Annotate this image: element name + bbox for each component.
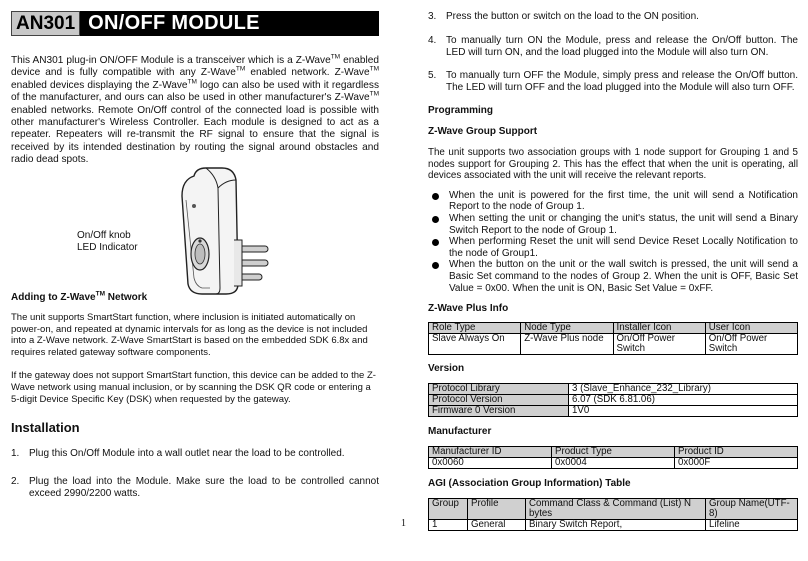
install-step: 5. To manually turn OFF the Module, simply press and release the On/Off button. The LED will turn OFF and the load plugged into the Module will also turn OFF. — [428, 69, 798, 94]
install-step: 2. Plug the load into the Module. Make sure the load to be controlled cannot exceed 2990/2200 watts. — [11, 475, 379, 500]
table-row: Protocol Version 6.07 (SDK 6.81.06) — [429, 395, 798, 406]
table-row: Firmware 0 Version 1V0 — [429, 406, 798, 417]
install-step: 4. To manually turn ON the Module, press and release the On/Off button. The LED will turn ON, and the load plugged into the Module will also turn ON. — [428, 34, 798, 59]
version-heading: Version — [428, 363, 465, 375]
adding-section — [11, 292, 379, 405]
zwave-plus-table: Role Type Node Type Installer Icon User Icon Slave Always On Z-Wave Plus node On/Off Power Switch On/Off Power Switch — [428, 322, 798, 355]
group-bullets — [428, 190, 798, 294]
manual-inclusion-paragraph: If the gateway does not support SmartStart function, this device can be added to the Z-Wave network using manual inclusion, or by scanning the DSK QR code or entering a 5-digit Device Specific Key (DSK) when requested by the gateway. — [11, 370, 376, 405]
manufacturer-table: Manufacturer ID Product Type Product ID 0x0060 0x0004 0x000F — [428, 446, 798, 469]
figure-label-knob: On/Off knob — [77, 230, 131, 241]
zwave-plus-heading: Z-Wave Plus Info — [428, 303, 509, 315]
list-item: When setting the unit or changing the unit's status, the unit will send a Binary Switch Report to the node of Group 1. — [428, 213, 798, 236]
table-row: 0x0060 0x0004 0x000F — [429, 458, 798, 469]
agi-heading: AGI (Association Group Information) Table — [428, 478, 631, 490]
table-row: 1 General Binary Switch Report, Lifeline — [429, 520, 798, 531]
manufacturer-heading: Manufacturer — [428, 426, 492, 438]
list-item: When the unit is powered for the first time, the unit will send a Notification Report to the node of Group 1. — [428, 190, 798, 213]
plug-module-illustration — [176, 166, 286, 298]
install-step: 3. Press the button or switch on the load to the ON position. — [428, 11, 699, 22]
right-column — [428, 11, 798, 531]
figure-label-led: LED Indicator — [77, 242, 138, 253]
installation-heading: Installation — [11, 420, 80, 435]
installation-section — [11, 420, 379, 501]
list-item: When performing Reset the unit will send Device Reset Locally Notification to the node of Group1. — [428, 236, 798, 259]
intro-paragraph: This AN301 plug-in ON/OFF Module is a transceiver which is a Z-Wave™ enabled device and is fully compatible with any Z-Wave™ enabled network. Z-Wave™ enabled devices displaying the Z-Wave™ logo can also be used with it regardless of the manufacturer, and ours can also be used in other manufacturer's Z-Wave™ enabled networks. Remote On/Off control of the connected load is possible with other manufacturer's Wireless Controller. Each module is designed to act as a repeater. Repeaters will re-transmit the RF signal to ensure that the signal is received by its intended destination by routing the signal around obstacles and radio dead spots. — [11, 53, 380, 166]
title-bar — [11, 11, 379, 36]
install-step: 1. Plug this On/Off Module into a wall outlet near the load to be controlled. — [11, 448, 345, 459]
product-figure — [11, 160, 379, 300]
page-title: ON/OFF MODULE — [80, 11, 379, 36]
model-badge: AN301 — [11, 11, 80, 36]
table-row: Slave Always On Z-Wave Plus node On/Off Power Switch On/Off Power Switch — [429, 334, 798, 355]
smartstart-paragraph: The unit supports SmartStart function, where inclusion is initiated automatically on power-on, and repeated at dynamic intervals for as long as the device is not included into a Z-Wave network. Z-Wave SmartStart is based on the embedded SDK 6.8x and requires related gateway software components. — [11, 312, 368, 358]
group-support-heading: Z-Wave Group Support — [428, 125, 538, 137]
version-table — [428, 383, 798, 417]
group-support-paragraph: The unit supports two association groups with 1 node support for Grouping 1 and 5 nodes support for Grouping 2. This has the effect that when the unit is operating, all devices associated with the unit will receive the relevant reports. — [428, 146, 798, 182]
list-item: When the button on the unit or the wall switch is pressed, the unit will send a Basic Set command to the nodes of Group 2. When the unit is OFF, Basic Set Value = 0x00. When the unit is ON, Basic Set Value = 0xFF. — [428, 259, 798, 294]
programming-heading: Programming — [428, 104, 494, 116]
agi-table: Group Profile Command Class & Command (List) N bytes Group Name(UTF-8) 1 General Binary Switch Report, Lifeline — [428, 498, 798, 531]
table-row: Protocol Library 3 (Slave_Enhance_232_Library) — [429, 384, 798, 395]
left-column — [11, 11, 380, 500]
page-number: 1 — [401, 518, 406, 529]
adding-heading: Adding to Z-Wave™ Network — [11, 290, 148, 303]
